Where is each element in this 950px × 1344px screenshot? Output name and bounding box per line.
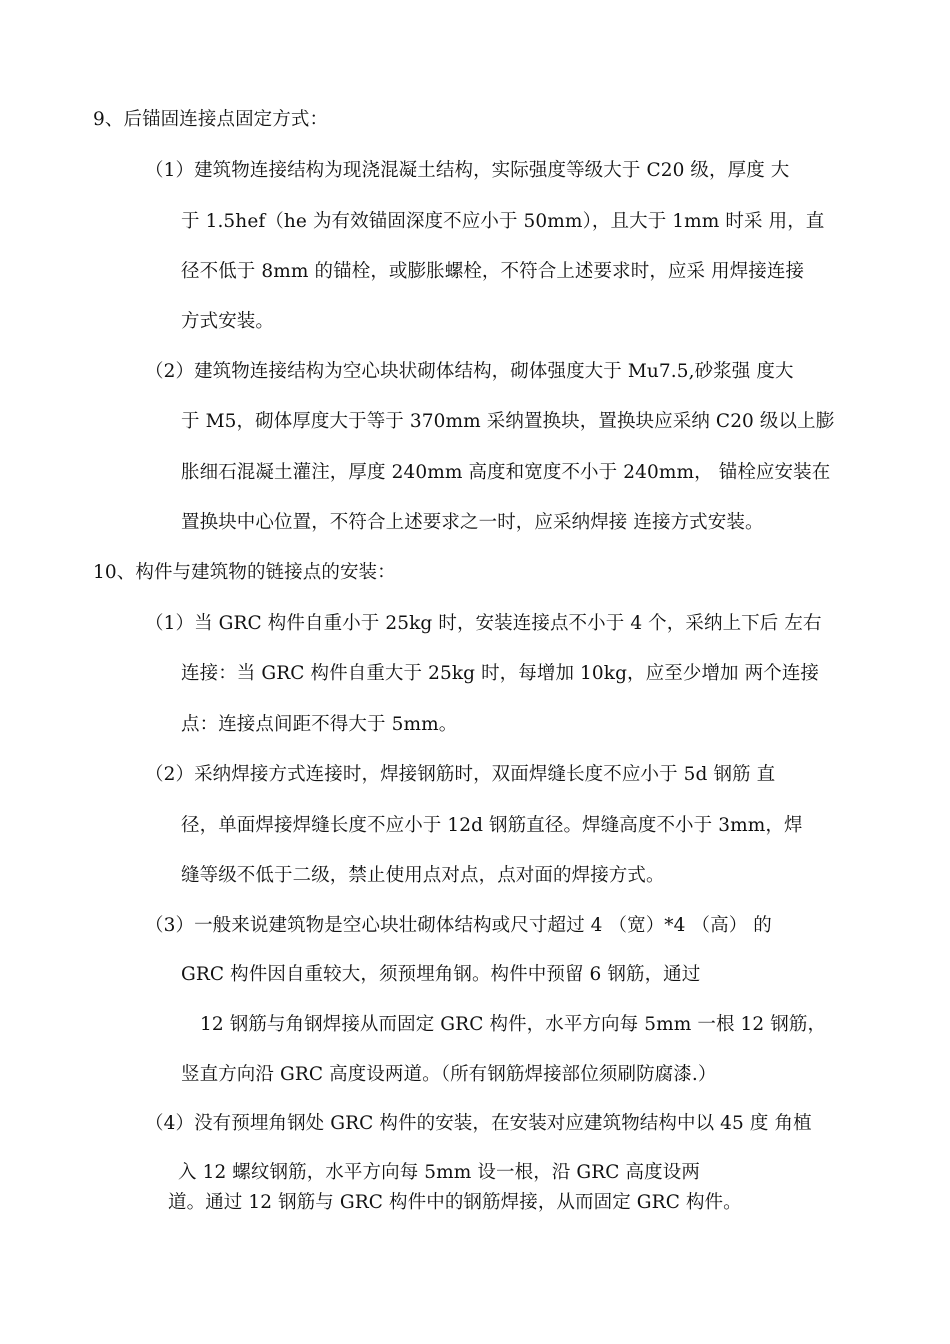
section-9-item-2-line-4: 置换块中心位置，不符合上述要求之一时，应采纳焊接 连接方式安装。 xyxy=(181,512,764,533)
section-10-item-1-line-3: 点：连接点间距不得大于 5mm。 xyxy=(181,714,458,735)
section-10-item-3-line-1: （3）一般来说建筑物是空心块壮砌体结构或尺寸超过 4 （宽）*4 （高） 的 xyxy=(145,915,772,936)
section-10-item-1-line-2: 连接：当 GRC 构件自重大于 25kg 时，每增加 10kg，应至少增加 两个连接 xyxy=(181,663,820,684)
section-10-item-3-line-2: GRC 构件因自重较大，须预埋角钢。构件中预留 6 钢筋，通过 xyxy=(181,964,701,985)
section-9-item-1-line-3: 径不低于 8mm 的锚栓，或膨胀螺栓，不符合上述要求时，应采 用焊接连接 xyxy=(181,261,805,282)
section-10-item-4-line-2: 入 12 螺纹钢筋，水平方向每 5mm 设一根，沿 GRC 高度设两 xyxy=(178,1162,700,1183)
section-9-item-2-line-1: （2）建筑物连接结构为空心块状砌体结构，砌体强度大于 Mu7.5,砂浆强 度大 xyxy=(145,361,794,382)
section-9-item-2-line-2: 于 M5，砌体厚度大于等于 370mm 采纳置换块，置换块应采纳 C20 级以上膨 xyxy=(181,411,835,432)
section-10-item-2-line-1: （2）采纳焊接方式连接时，焊接钢筋时，双面焊缝长度不应小于 5d 钢筋 直 xyxy=(145,764,776,785)
section-10-heading: 10、构件与建筑物的链接点的安装： xyxy=(93,562,396,583)
section-9-item-2-line-3: 胀细石混凝土灌注，厚度 240mm 高度和宽度不小于 240mm， 锚栓应安装在 xyxy=(181,462,831,483)
section-10-item-1-line-1: （1）当 GRC 构件自重小于 25kg 时，安装连接点不小于 4 个，采纳上下后 左右 xyxy=(145,613,822,634)
section-9-heading: 9、后锚固连接点固定方式： xyxy=(93,109,329,130)
section-10-item-3-line-3: 12 钢筋与角钢焊接从而固定 GRC 构件，水平方向每 5mm 一根 12 钢筋， xyxy=(200,1014,827,1035)
section-10-item-4-line-1: （4）没有预埋角钢处 GRC 构件的安装，在安装对应建筑物结构中以 45 度 角植 xyxy=(145,1113,812,1134)
section-10-item-3-line-4: 竖直方向沿 GRC 高度设两道。（所有钢筋焊接部位须刷防腐漆.） xyxy=(181,1064,717,1085)
section-9-item-1-line-1: （1）建筑物连接结构为现浇混凝土结构，实际强度等级大于 C20 级，厚度 大 xyxy=(145,160,790,181)
section-10-item-2-line-3: 缝等级不低于二级，禁止使用点对点，点对面的焊接方式。 xyxy=(181,865,665,886)
section-9-item-1-line-4: 方式安装。 xyxy=(181,311,275,332)
section-9-item-1-line-2: 于 1.5hef（he 为有效锚固深度不应小于 50mm），且大于 1mm 时采 用，直 xyxy=(181,211,825,232)
section-10-item-4-line-3: 道。通过 12 钢筋与 GRC 构件中的钢筋焊接，从而固定 GRC 构件。 xyxy=(168,1192,742,1213)
section-10-item-2-line-2: 径，单面焊接焊缝长度不应小于 12d 钢筋直径。焊缝高度不小于 3mm，焊 xyxy=(181,815,803,836)
